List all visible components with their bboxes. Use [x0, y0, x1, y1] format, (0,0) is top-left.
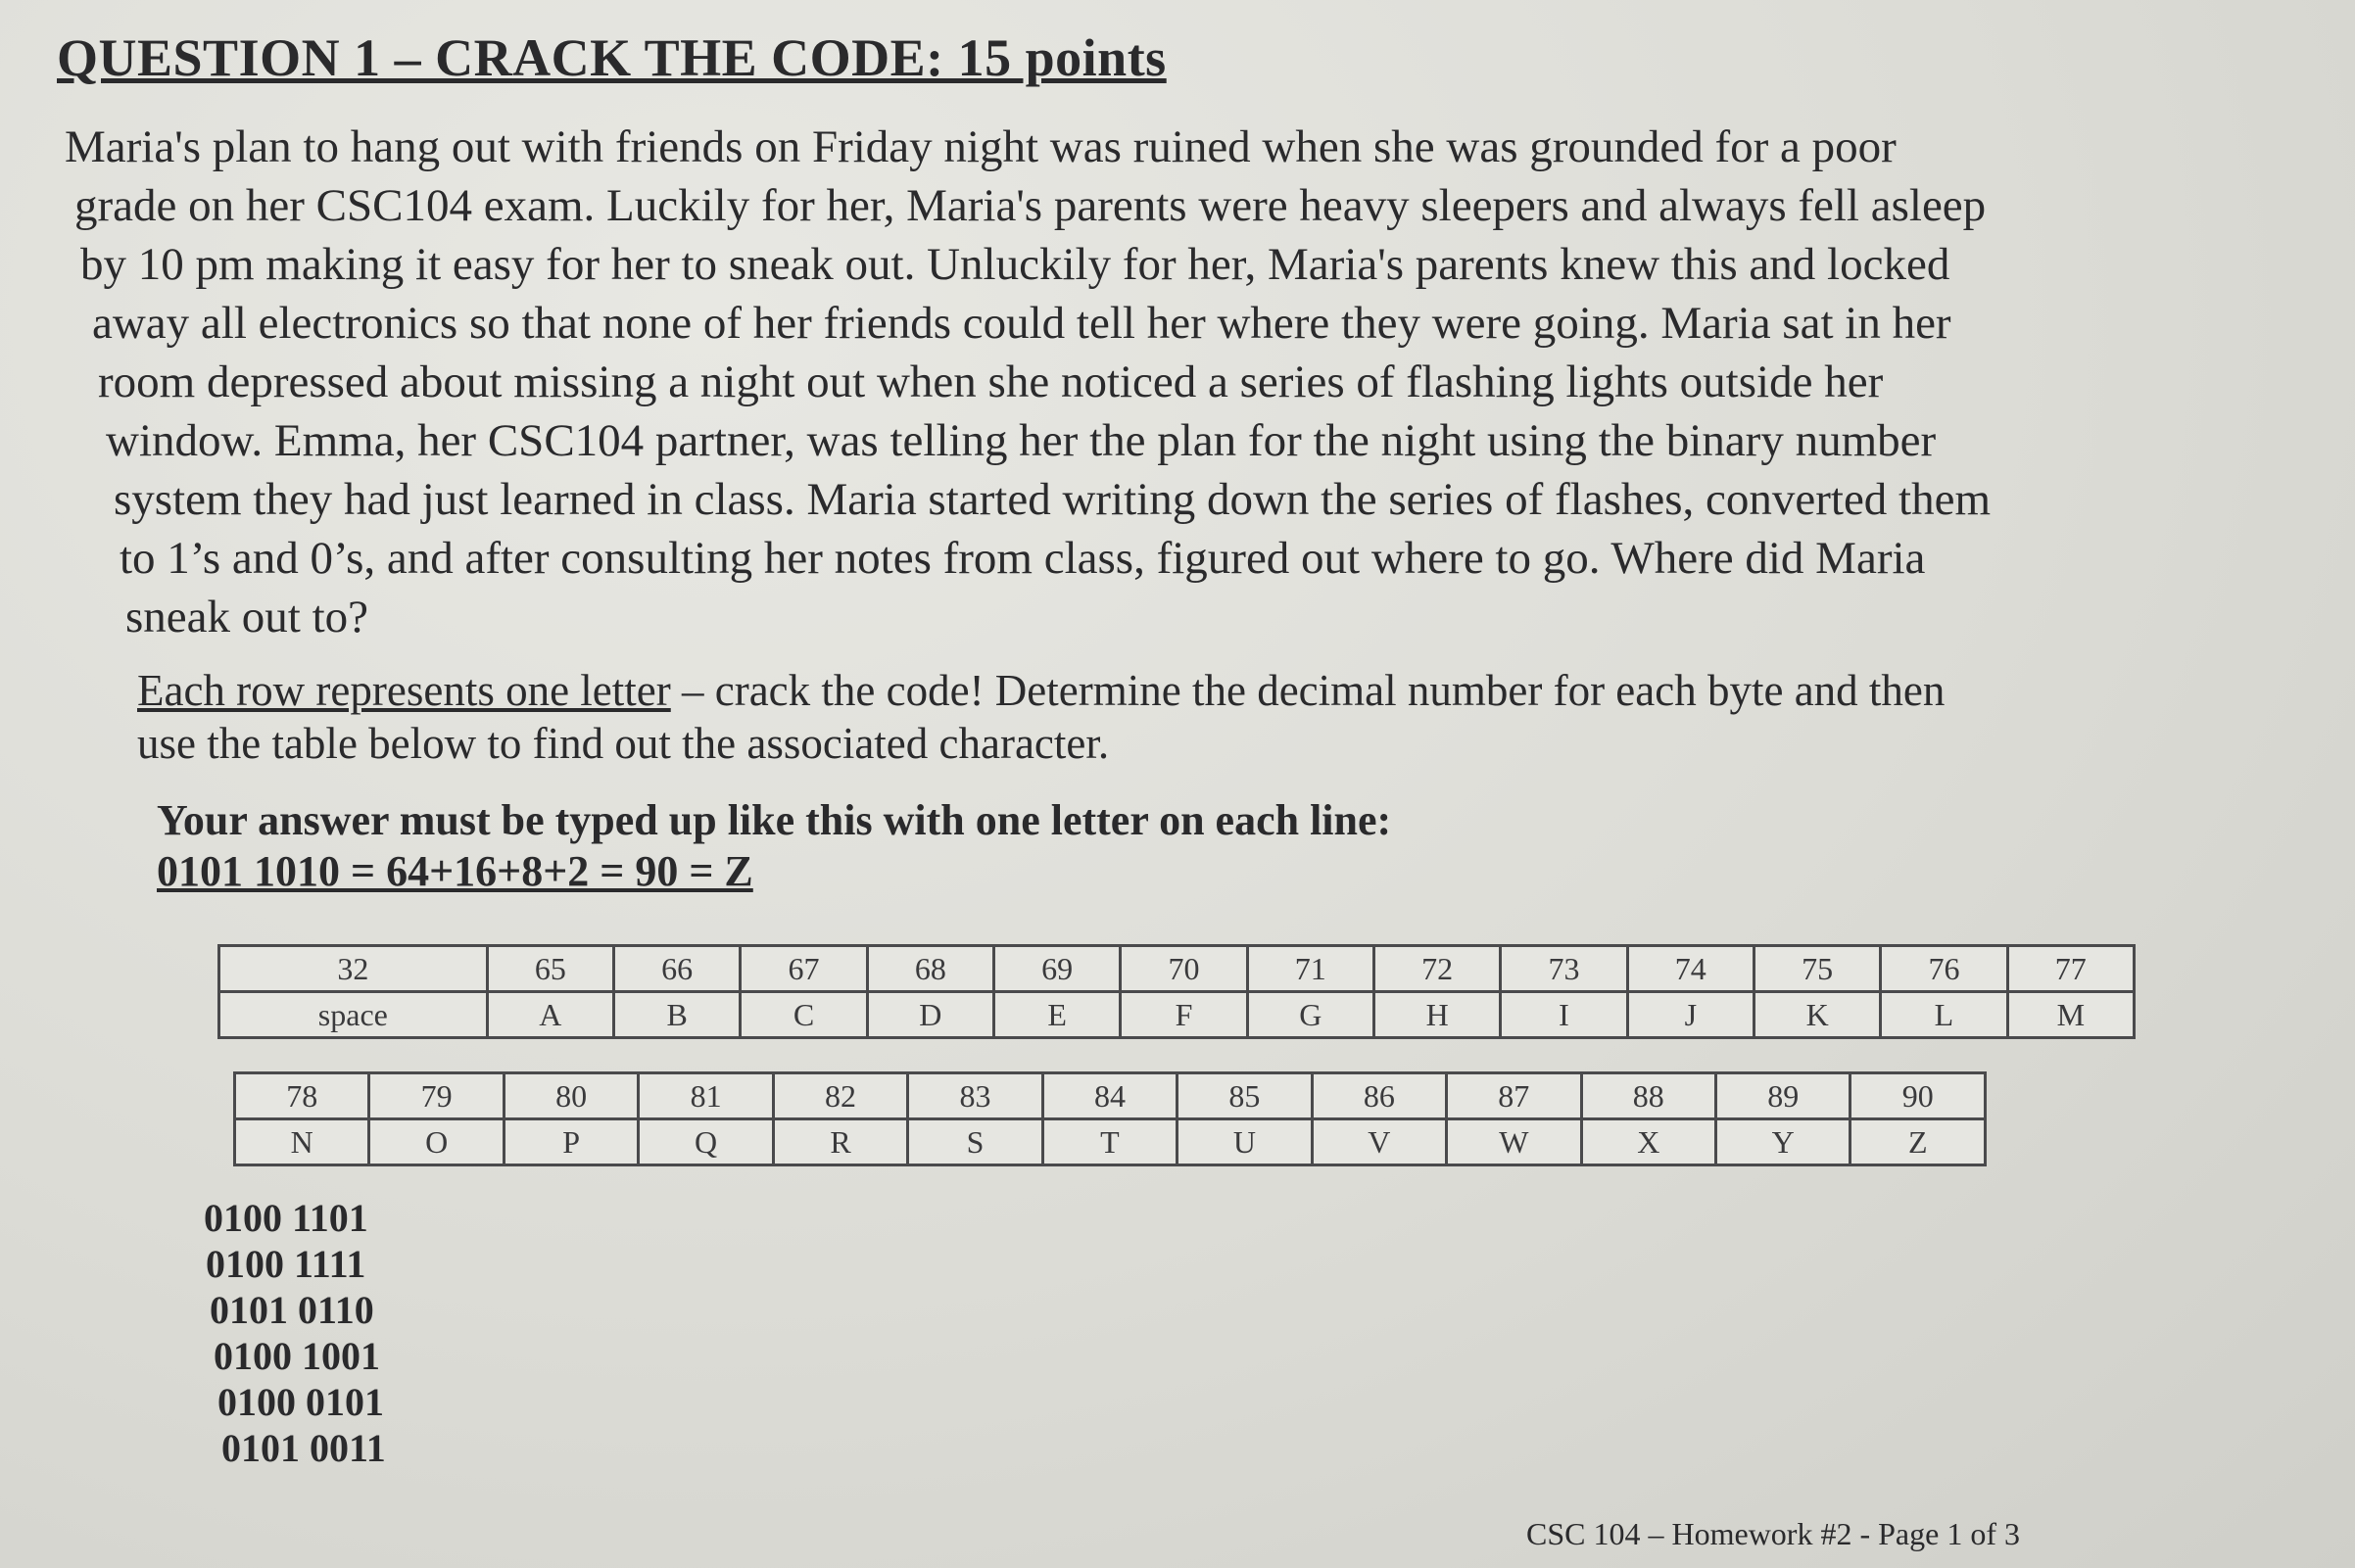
ascii-char-cell: C [741, 992, 867, 1038]
ascii-char-cell: space [219, 992, 488, 1038]
ascii-char-cell: Y [1715, 1119, 1850, 1165]
story-line: window. Emma, her CSC104 partner, was telling her the plan for the night using the binary number [106, 415, 1937, 466]
ascii-char-cell: V [1312, 1119, 1446, 1165]
ascii-code-cell: 86 [1312, 1073, 1446, 1119]
answer-heading: Your answer must be typed up like this with one letter on each line: [157, 796, 1392, 844]
ascii-code-cell: 69 [993, 946, 1120, 992]
ascii-char-cell: X [1581, 1119, 1715, 1165]
ascii-code-cell: 71 [1247, 946, 1373, 992]
binary-code-list [204, 1195, 386, 1471]
ascii-code-cell: 88 [1581, 1073, 1715, 1119]
ascii-code-cell: 70 [1121, 946, 1247, 992]
ascii-char-cell: I [1501, 992, 1627, 1038]
ascii-char-cell: S [908, 1119, 1042, 1165]
binary-byte: 0100 0101 [217, 1380, 384, 1424]
story-line: room depressed about missing a night out when she noticed a series of flashing lights outside her [98, 356, 1884, 407]
story-line: away all electronics so that none of her friends could tell her where they were going. Maria sat in her [92, 298, 1951, 349]
instructions [137, 664, 2243, 770]
ascii-code-cell: 76 [1881, 946, 2007, 992]
ascii-code-cell: 89 [1715, 1073, 1850, 1119]
binary-byte: 0101 0011 [221, 1426, 386, 1470]
question-title: QUESTION 1 – CRACK THE CODE: 15 points [57, 28, 1167, 87]
ascii-char-cell: J [1627, 992, 1754, 1038]
page-footer: CSC 104 – Homework #2 - Page 1 of 3 [1526, 1516, 2020, 1551]
story-paragraph [65, 118, 2308, 646]
binary-byte: 0100 1111 [206, 1242, 366, 1286]
ascii-char-cell: L [1881, 992, 2007, 1038]
ascii-code-cell: 79 [369, 1073, 504, 1119]
binary-byte: 0101 0110 [210, 1288, 374, 1332]
ascii-char-cell: U [1178, 1119, 1312, 1165]
ascii-char-cell: E [993, 992, 1120, 1038]
ascii-char-cell: G [1247, 992, 1373, 1038]
ascii-code-cell: 67 [741, 946, 867, 992]
ascii-code-cell: 85 [1178, 1073, 1312, 1119]
ascii-char-cell: T [1042, 1119, 1177, 1165]
ascii-code-cell: 90 [1850, 1073, 1986, 1119]
ascii-char-cell: F [1121, 992, 1247, 1038]
ascii-char-cell: W [1447, 1119, 1581, 1165]
ascii-code-cell: 65 [487, 946, 613, 992]
ascii-char-cell: D [867, 992, 993, 1038]
binary-byte: 0100 1101 [204, 1196, 368, 1240]
ascii-code-cell: 81 [639, 1073, 773, 1119]
ascii-code-cell: 80 [504, 1073, 638, 1119]
ascii-char-cell: N [235, 1119, 369, 1165]
ascii-code-cell: 72 [1373, 946, 1500, 992]
story-line: system they had just learned in class. Maria started writing down the series of flashes, converted them [114, 474, 1992, 525]
table-number-row [219, 946, 2135, 992]
ascii-char-cell: P [504, 1119, 638, 1165]
ascii-code-cell: 75 [1754, 946, 1880, 992]
ascii-code-cell: 74 [1627, 946, 1754, 992]
instruction-rest: – crack the code! Determine the decimal number for each byte and then [670, 666, 1946, 715]
binary-byte: 0100 1001 [214, 1334, 380, 1378]
ascii-char-cell: Z [1850, 1119, 1986, 1165]
ascii-code-cell: 73 [1501, 946, 1627, 992]
ascii-code-cell: 77 [2007, 946, 2134, 992]
table-char-row [219, 992, 2135, 1038]
story-line: by 10 pm making it easy for her to sneak out. Unluckily for her, Maria's parents knew this and locked [80, 239, 1950, 290]
ascii-char-cell: B [614, 992, 741, 1038]
story-line: Maria's plan to hang out with friends on Friday night was ruined when she was grounded for a poor [65, 121, 1897, 172]
story-line: to 1’s and 0’s, and after consulting her notes from class, figured out where to go. Where did Maria [120, 533, 1926, 584]
ascii-char-cell: Q [639, 1119, 773, 1165]
instruction-line-2: use the table below to find out the associated character. [137, 719, 1110, 768]
ascii-code-cell: 82 [773, 1073, 907, 1119]
ascii-table-n-z [233, 1071, 1987, 1166]
story-line: grade on her CSC104 exam. Luckily for her, Maria's parents were heavy sleepers and always fell asleep [74, 180, 1987, 231]
ascii-code-cell: 68 [867, 946, 993, 992]
ascii-char-cell: K [1754, 992, 1880, 1038]
ascii-code-cell: 78 [235, 1073, 369, 1119]
ascii-char-cell: O [369, 1119, 504, 1165]
ascii-table-a-m [217, 944, 2136, 1039]
instruction-underlined: Each row represents one letter [137, 666, 671, 715]
table-number-row [235, 1073, 1986, 1119]
ascii-code-cell: 87 [1447, 1073, 1581, 1119]
ascii-char-cell: A [487, 992, 613, 1038]
instruction-line-1 [137, 664, 2243, 717]
ascii-code-cell: 84 [1042, 1073, 1177, 1119]
ascii-code-cell: 66 [614, 946, 741, 992]
answer-format [157, 795, 1391, 897]
ascii-code-cell: 32 [219, 946, 488, 992]
ascii-char-cell: R [773, 1119, 907, 1165]
story-line: sneak out to? [125, 592, 368, 642]
ascii-char-cell: H [1373, 992, 1500, 1038]
ascii-char-cell: M [2007, 992, 2134, 1038]
table-char-row [235, 1119, 1986, 1165]
ascii-code-cell: 83 [908, 1073, 1042, 1119]
answer-example: 0101 1010 = 64+16+8+2 = 90 = Z [157, 847, 753, 895]
